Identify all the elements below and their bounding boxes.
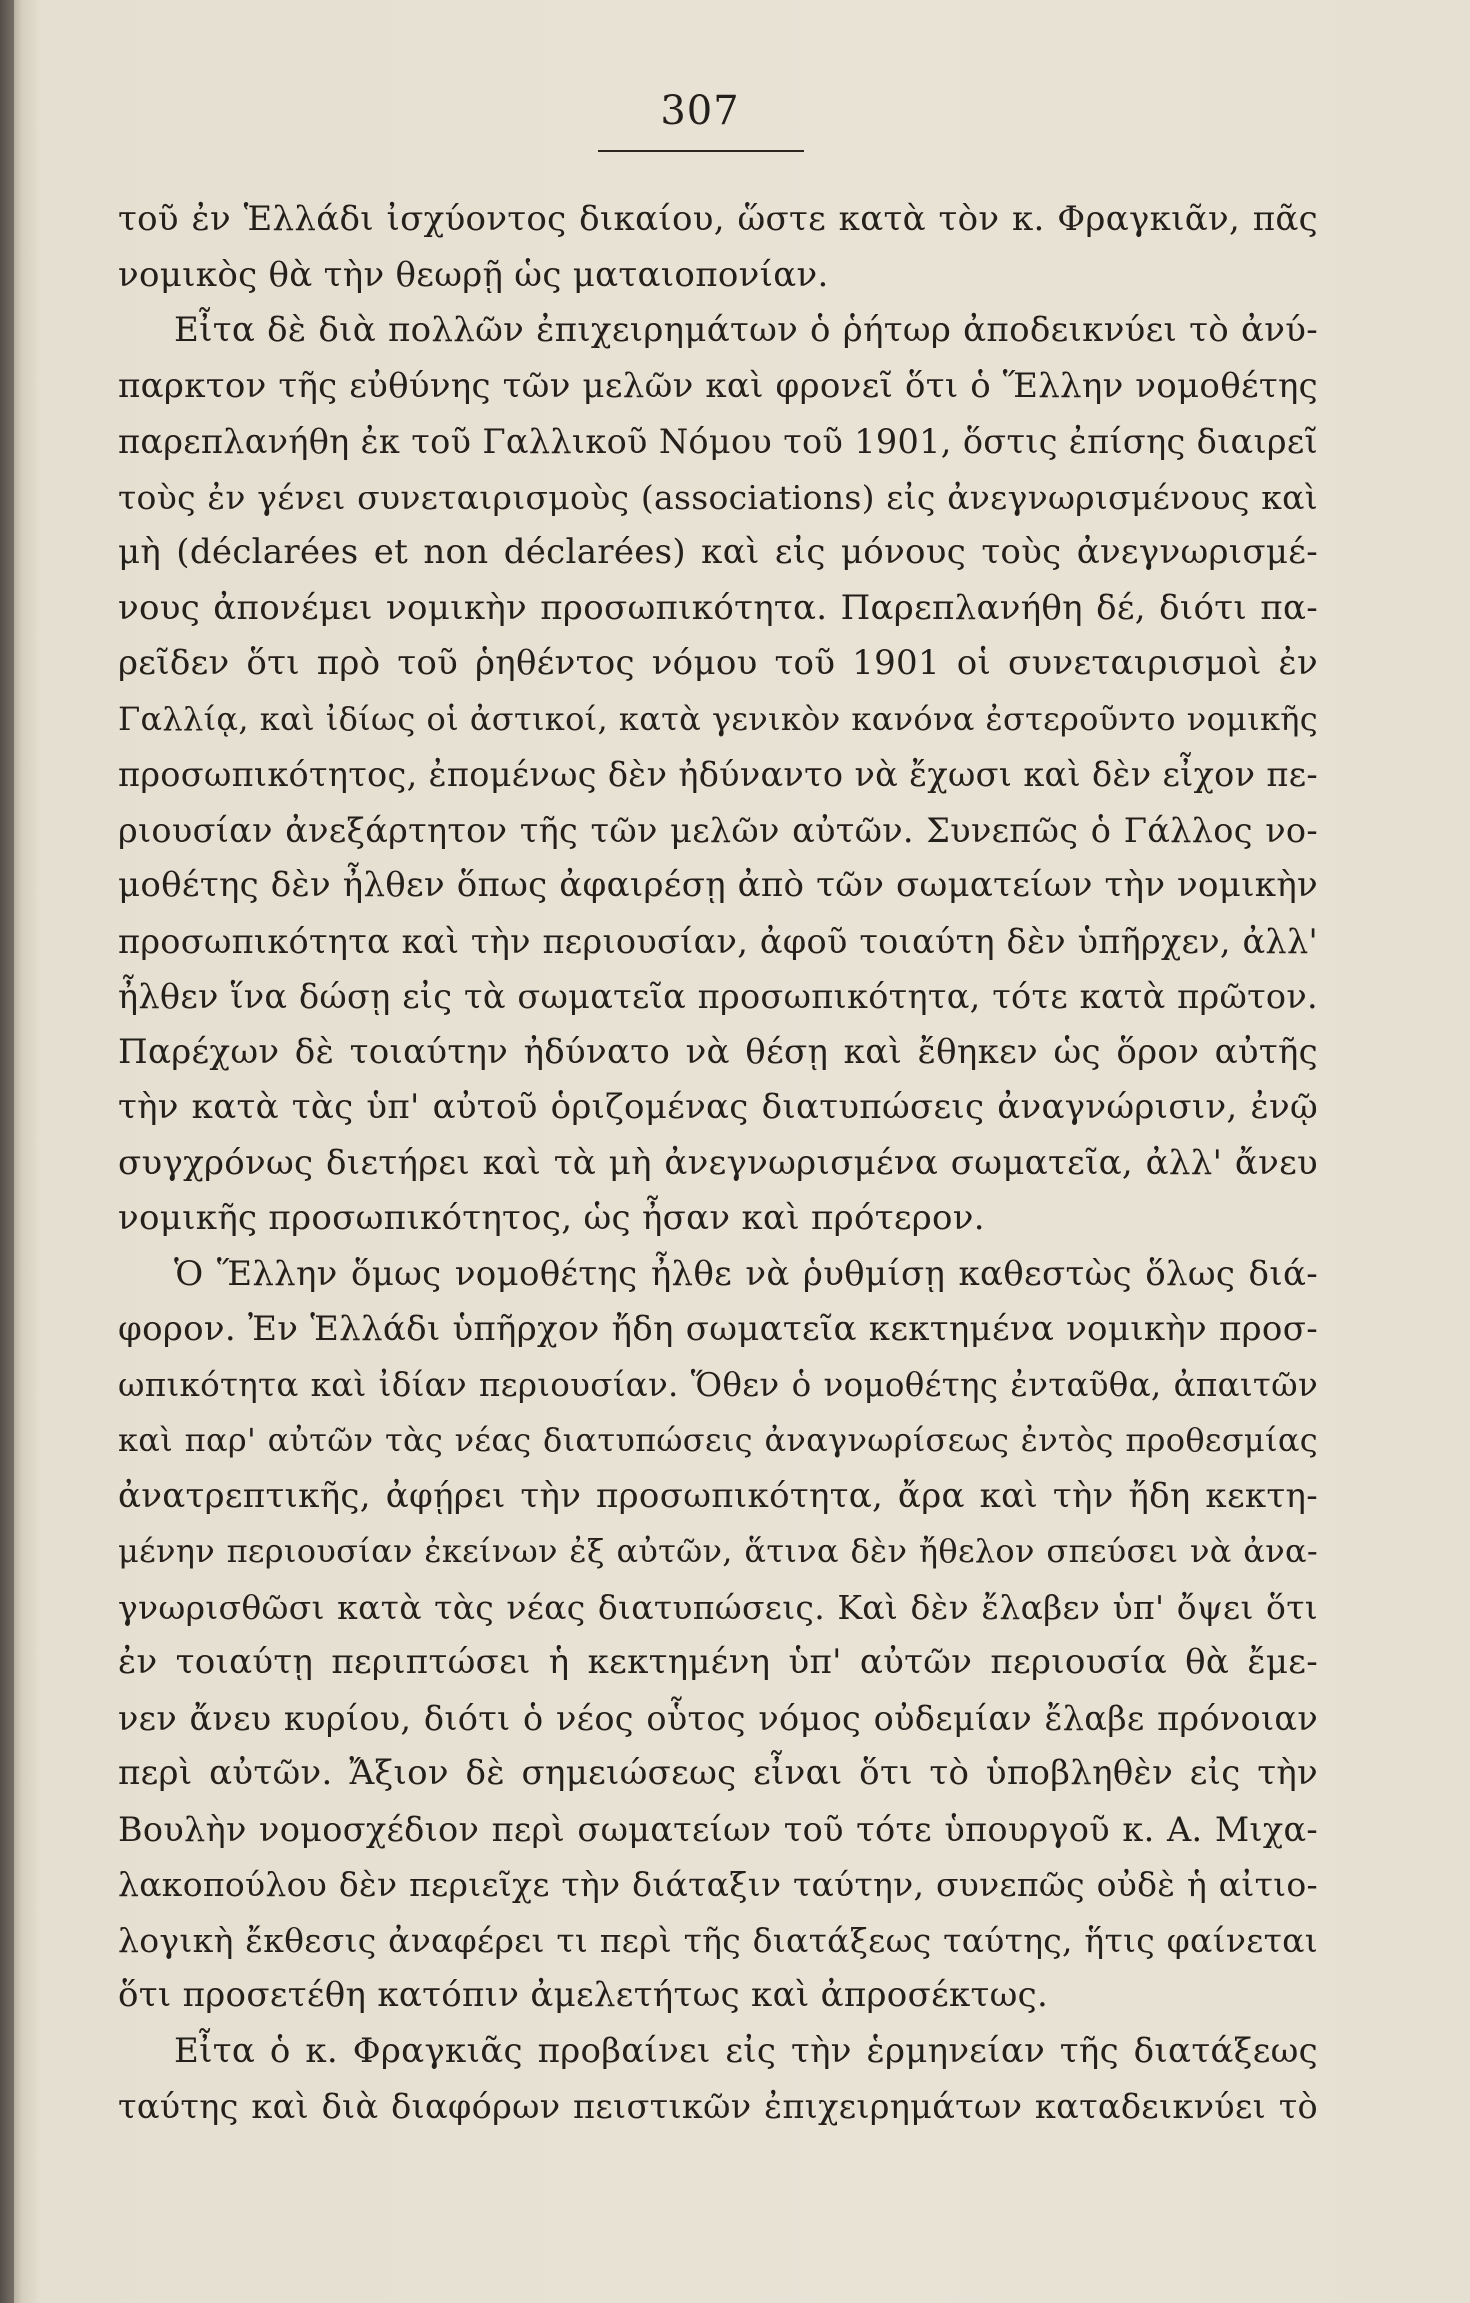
- text-line: ἦλθεν ἵνα δώσῃ εἰς τὰ σωματεῖα προσωπικότητα, τότε κατὰ πρῶτον.: [118, 977, 1318, 1016]
- text-line: λογικὴ ἔκθεσις ἀναφέρει τι περὶ τῆς διατάξεως ταύτης, ἥτις φαίνεται: [118, 1920, 1318, 1960]
- text-line: νομικῆς προσωπικότητος, ὡς ἦσαν καὶ πρότερον.: [118, 1198, 985, 1238]
- binding-gutter: [0, 0, 14, 2303]
- text-line: φορον. Ἐν Ἑλλάδι ὑπῆρχον ἤδη σωματεῖα κεκτημένα νομικὴν προσ-: [118, 1309, 1318, 1349]
- text-line: ἐν τοιαύτῃ περιπτώσει ἡ κεκτημένη ὑπ' αὐτῶν περιουσία θὰ ἔμε-: [118, 1642, 1318, 1682]
- header-rule: [598, 150, 804, 152]
- text-line: γνωρισθῶσι κατὰ τὰς νέας διατυπώσεις. Καὶ δὲν ἔλαβεν ὑπ' ὄψει ὅτι: [118, 1587, 1318, 1627]
- text-line: καὶ παρ' αὐτῶν τὰς νέας διατυπώσεις ἀναγνωρίσεως ἐντὸς προθεσμίας: [118, 1421, 1318, 1459]
- text-line: παρκτον τῆς εὐθύνης τῶν μελῶν καὶ φρονεῖ ὅτι ὁ Ἕλλην νομοθέτης: [118, 365, 1318, 406]
- text-line: Γαλλίᾳ, καὶ ἰδίως οἱ ἀστικοί, κατὰ γενικὸν κανόνα ἐστεροῦντο νομικῆς: [118, 699, 1318, 738]
- text-line: προσωπικότητος, ἐπομένως δὲν ἠδύναντο νὰ ἔχωσι καὶ δὲν εἶχον πε-: [118, 755, 1318, 794]
- text-line: Παρέχων δὲ τοιαύτην ἠδύνατο νὰ θέσῃ καὶ ἔθηκεν ὡς ὅρον αὐτῆς: [118, 1031, 1318, 1072]
- text-line: τοῦ ἐν Ἑλλάδι ἰσχύοντος δικαίου, ὥστε κατὰ τὸν κ. Φραγκιᾶν, πᾶς: [118, 199, 1318, 239]
- text-line: μὴ (déclarées et non déclarées) καὶ εἰς μόνους τοὺς ἀνεγνωρισμέ-: [118, 532, 1318, 572]
- text-line: περὶ αὐτῶν. Ἄξιον δὲ σημειώσεως εἶναι ὅτι τὸ ὑποβληθὲν εἰς τὴν: [118, 1753, 1318, 1793]
- text-line: νεν ἄνευ κυρίου, διότι ὁ νέος οὗτος νόμος οὐδεμίαν ἔλαβε πρόνοιαν: [118, 1698, 1318, 1738]
- paragraph-start-line: Εἶτα ὁ κ. Φραγκιᾶς προβαίνει εἰς τὴν ἑρμηνείαν τῆς διατάξεως: [174, 2030, 1318, 2071]
- paragraph-start-line: Εἶτα δὲ διὰ πολλῶν ἐπιχειρημάτων ὁ ῥήτωρ ἀποδεικνύει τὸ ἀνύ-: [174, 310, 1318, 350]
- text-line: προσωπικότητα καὶ τὴν περιουσίαν, ἀφοῦ τοιαύτη δὲν ὑπῆρχεν, ἀλλ': [118, 921, 1318, 961]
- text-line: μένην περιουσίαν ἐκείνων ἐξ αὐτῶν, ἅτινα δὲν ἤθελον σπεύσει νὰ ἀνα-: [118, 1532, 1318, 1570]
- text-line: τὴν κατὰ τὰς ὑπ' αὐτοῦ ὁριζομένας διατυπώσεις ἀναγνώρισιν, ἐνῷ: [118, 1087, 1318, 1127]
- text-line: συγχρόνως διετήρει καὶ τὰ μὴ ἀνεγνωρισμένα σωματεῖα, ἀλλ' ἄνευ: [118, 1142, 1318, 1183]
- text-line: ριουσίαν ἀνεξάρτητον τῆς τῶν μελῶν αὐτῶν. Συνεπῶς ὁ Γάλλος νο-: [118, 810, 1318, 850]
- paragraph-start-line: Ὁ Ἕλλην ὅμως νομοθέτης ἦλθε νὰ ῥυθμίσῃ καθεστὼς ὅλως διά-: [174, 1253, 1318, 1294]
- text-line: νομικὸς θὰ τὴν θεωρῇ ὡς ματαιοπονίαν.: [118, 254, 829, 295]
- text-line: νους ἀπονέμει νομικὴν προσωπικότητα. Παρεπλανήθη δέ, διότι πα-: [118, 587, 1318, 628]
- text-line: ἀνατρεπτικῆς, ἀφῄρει τὴν προσωπικότητα, ἄρα καὶ τὴν ἤδη κεκτη-: [118, 1475, 1318, 1516]
- text-line: Βουλὴν νομοσχέδιον περὶ σωματείων τοῦ τότε ὑπουργοῦ κ. Α. Μιχα-: [118, 1809, 1318, 1849]
- text-line: μοθέτης δὲν ἦλθεν ὅπως ἀφαιρέσῃ ἀπὸ τῶν σωματείων τὴν νομικὴν: [118, 865, 1318, 905]
- body-text: [118, 192, 1318, 2135]
- text-line: λακοπούλου δὲν περιεῖχε τὴν διάταξιν ταύτην, συνεπῶς οὐδὲ ἡ αἰτιο-: [118, 1865, 1318, 1904]
- text-line: ρεῖδεν ὅτι πρὸ τοῦ ῥηθέντος νόμου τοῦ 1901 οἱ συνεταιρισμοὶ ἐν: [118, 643, 1318, 683]
- text-line: ὅτι προσετέθη κατόπιν ἀμελετήτως καὶ ἀπροσέκτως.: [118, 1975, 1049, 2015]
- text-line: παρεπλανήθη ἐκ τοῦ Γαλλικοῦ Νόμου τοῦ 1901, ὅστις ἐπίσης διαιρεῖ: [118, 422, 1318, 461]
- text-line: τοὺς ἐν γένει συνεταιρισμοὺς (associations) εἰς ἀνεγνωρισμένους καὶ: [118, 477, 1318, 517]
- page-number: 307: [660, 88, 740, 134]
- text-line: ταύτης καὶ διὰ διαφόρων πειστικῶν ἐπιχειρημάτων καταδεικνύει τὸ: [118, 2087, 1318, 2126]
- text-line: ωπικότητα καὶ ἰδίαν περιουσίαν. Ὅθεν ὁ νομοθέτης ἐνταῦθα, ἀπαιτῶν: [118, 1365, 1318, 1404]
